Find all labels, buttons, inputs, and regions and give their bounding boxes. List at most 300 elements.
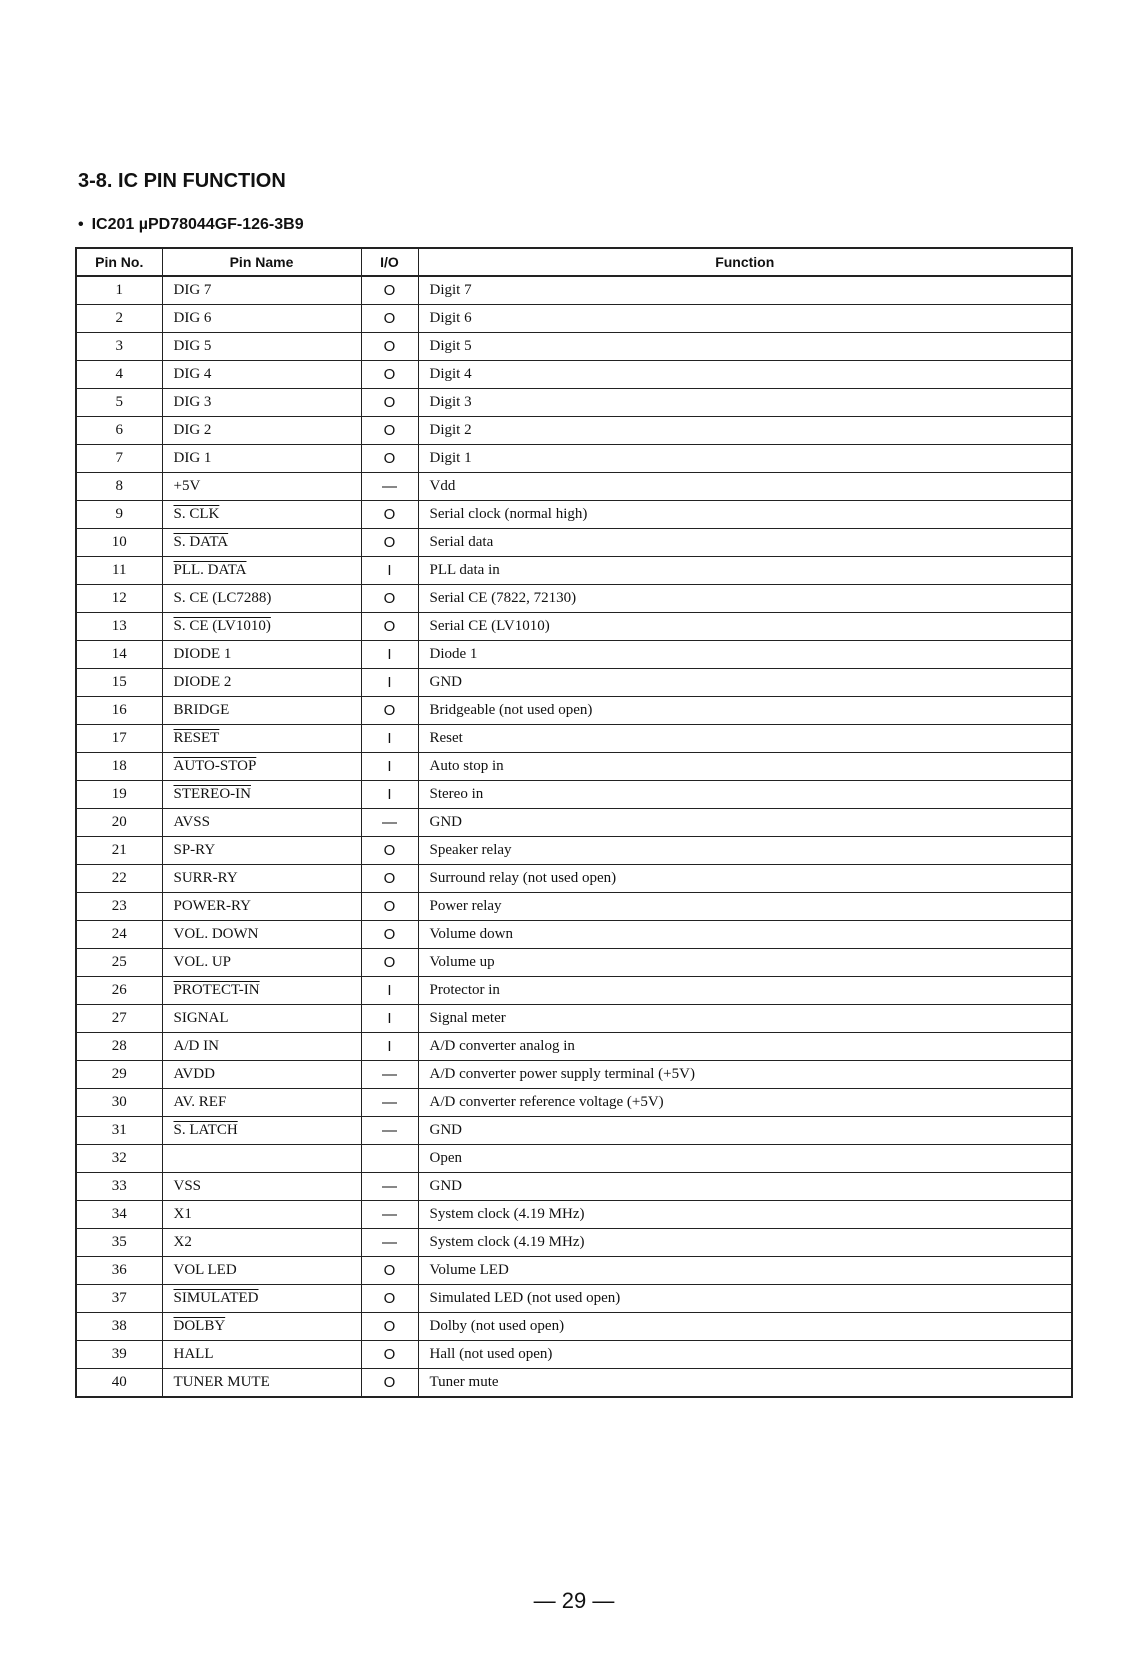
- pin-name-text: PLL. DATA: [173, 562, 247, 578]
- function-cell: [418, 305, 1072, 333]
- pin-number-cell: [76, 501, 162, 529]
- io-cell: [361, 977, 418, 1005]
- table-row: [76, 557, 1072, 585]
- function-cell: [418, 921, 1072, 949]
- pin-number-text: 26: [111, 982, 127, 998]
- pin-name-cell: [162, 1117, 361, 1145]
- function-cell: [418, 837, 1072, 865]
- pin-number-cell: [76, 1285, 162, 1313]
- function-text: GND: [429, 814, 462, 830]
- pin-number-text: 35: [111, 1234, 127, 1250]
- function-text: Serial CE (7822, 72130): [429, 590, 577, 606]
- io-text: I: [387, 562, 392, 579]
- io-text: O: [383, 450, 396, 467]
- pin-number-text: 32: [111, 1150, 127, 1166]
- table-row: [76, 1173, 1072, 1201]
- pin-number-text: 2: [115, 310, 123, 326]
- function-cell: [418, 1089, 1072, 1117]
- io-text: —: [382, 1206, 397, 1223]
- pin-name-cell: [162, 333, 361, 361]
- pin-name-cell: [162, 1145, 361, 1173]
- function-cell: [418, 557, 1072, 585]
- table-row: [76, 809, 1072, 837]
- function-text: Serial data: [429, 534, 494, 550]
- function-text: Hall (not used open): [429, 1346, 553, 1362]
- pin-name-cell: [162, 473, 361, 501]
- pin-number-cell: [76, 305, 162, 333]
- function-cell: [418, 1285, 1072, 1313]
- pin-name-cell: [162, 276, 361, 305]
- pin-name-text: VOL. UP: [173, 954, 232, 970]
- io-text: O: [383, 1346, 396, 1363]
- io-text: I: [387, 730, 392, 747]
- pin-number-cell: [76, 276, 162, 305]
- pin-number-text: 1: [115, 282, 123, 298]
- io-cell: [361, 361, 418, 389]
- table-row: [76, 725, 1072, 753]
- io-text: O: [383, 1318, 396, 1335]
- function-text: A/D converter power supply terminal (+5V): [429, 1066, 695, 1082]
- function-text: Tuner mute: [429, 1374, 499, 1390]
- pin-number-text: 30: [111, 1094, 127, 1110]
- table-row: [76, 921, 1072, 949]
- pin-name-text: A/D IN: [173, 1038, 219, 1054]
- io-cell: [361, 1061, 418, 1089]
- table-row: [76, 529, 1072, 557]
- io-cell: [361, 837, 418, 865]
- table-row: [76, 837, 1072, 865]
- io-cell: [361, 809, 418, 837]
- function-cell: [418, 473, 1072, 501]
- pin-name-text: DIG 6: [173, 310, 212, 326]
- io-cell: [361, 305, 418, 333]
- io-cell: [361, 725, 418, 753]
- function-cell: [418, 389, 1072, 417]
- pin-name-cell: [162, 1061, 361, 1089]
- io-cell: [361, 613, 418, 641]
- io-cell: [361, 557, 418, 585]
- io-text: O: [383, 534, 396, 551]
- pin-number-cell: [76, 1117, 162, 1145]
- io-text: I: [387, 674, 392, 691]
- table-row: [76, 1201, 1072, 1229]
- pin-number-text: 38: [111, 1318, 127, 1334]
- col-header-function: Function: [418, 248, 1072, 276]
- pin-number-text: 6: [115, 422, 123, 438]
- ic-label: IC201 µPD78044GF-126-3B9: [91, 216, 304, 233]
- io-cell: [361, 529, 418, 557]
- function-cell: [418, 1229, 1072, 1257]
- pin-name-cell: [162, 305, 361, 333]
- table-row: [76, 389, 1072, 417]
- pin-name-text: AVDD: [173, 1066, 215, 1082]
- pin-number-cell: [76, 1005, 162, 1033]
- pin-name-text: DIG 3: [173, 394, 212, 410]
- pin-number-text: 31: [111, 1122, 127, 1138]
- pin-number-cell: [76, 445, 162, 473]
- pin-name-text: POWER-RY: [173, 898, 252, 914]
- pin-name-cell: [162, 865, 361, 893]
- io-cell: [361, 445, 418, 473]
- pin-name-cell: [162, 1313, 361, 1341]
- io-cell: [361, 893, 418, 921]
- table-row: [76, 753, 1072, 781]
- function-cell: [418, 1369, 1072, 1398]
- pin-name-cell: [162, 1257, 361, 1285]
- io-cell: [361, 781, 418, 809]
- pin-number-cell: [76, 893, 162, 921]
- pin-name-text: DIG 1: [173, 450, 212, 466]
- table-row: [76, 417, 1072, 445]
- pin-name-text: S. CLK: [173, 506, 220, 522]
- function-text: Digit 5: [429, 338, 472, 354]
- pin-number-cell: [76, 641, 162, 669]
- table-row: [76, 333, 1072, 361]
- pin-number-text: 12: [111, 590, 127, 606]
- function-text: A/D converter reference voltage (+5V): [429, 1094, 664, 1110]
- pin-number-cell: [76, 333, 162, 361]
- pin-name-cell: [162, 1089, 361, 1117]
- pin-name-text: S. CE (LV1010): [173, 618, 271, 634]
- pin-number-text: 18: [111, 758, 127, 774]
- pin-name-text: RESET: [173, 730, 220, 746]
- pin-name-text: DIG 7: [173, 282, 212, 298]
- table-row: [76, 1285, 1072, 1313]
- pin-name-text: DOLBY: [173, 1318, 226, 1334]
- pin-number-text: 24: [111, 926, 127, 942]
- function-text: Digit 4: [429, 366, 472, 382]
- pin-number-text: 15: [111, 674, 127, 690]
- pin-number-text: 33: [111, 1178, 127, 1194]
- function-text: Digit 7: [429, 282, 472, 298]
- function-text: Surround relay (not used open): [429, 870, 617, 886]
- table-row: [76, 1313, 1072, 1341]
- pin-number-text: 25: [111, 954, 127, 970]
- pin-name-text: STEREO-IN: [173, 786, 251, 802]
- pin-number-cell: [76, 837, 162, 865]
- pin-number-text: 5: [115, 394, 123, 410]
- pin-name-cell: [162, 977, 361, 1005]
- io-text: O: [383, 702, 396, 719]
- pin-number-cell: [76, 725, 162, 753]
- pin-number-cell: [76, 585, 162, 613]
- io-cell: [361, 389, 418, 417]
- table-row: [76, 613, 1072, 641]
- io-text: —: [382, 814, 397, 831]
- function-text: Digit 3: [429, 394, 472, 410]
- pin-name-text: AV. REF: [173, 1094, 227, 1110]
- pin-name-cell: [162, 1341, 361, 1369]
- function-cell: [418, 641, 1072, 669]
- pin-number-text: 8: [115, 478, 123, 494]
- io-cell: [361, 473, 418, 501]
- function-cell: [418, 1341, 1072, 1369]
- pin-name-cell: [162, 361, 361, 389]
- io-text: I: [387, 646, 392, 663]
- pin-number-cell: [76, 697, 162, 725]
- function-text: GND: [429, 1178, 462, 1194]
- table-row: [76, 781, 1072, 809]
- col-header-io: I/O: [361, 248, 418, 276]
- function-text: Serial CE (LV1010): [429, 618, 550, 634]
- pin-number-text: 13: [111, 618, 127, 634]
- pin-name-cell: [162, 697, 361, 725]
- pin-number-text: 37: [111, 1290, 127, 1306]
- pin-number-cell: [76, 865, 162, 893]
- io-text: I: [387, 1010, 392, 1027]
- pin-name-cell: [162, 1005, 361, 1033]
- function-cell: [418, 809, 1072, 837]
- pin-number-text: 16: [111, 702, 127, 718]
- pin-name-text: X2: [173, 1234, 192, 1250]
- io-text: —: [382, 1178, 397, 1195]
- io-cell: [361, 1341, 418, 1369]
- pin-name-text: HALL: [173, 1346, 214, 1362]
- function-text: Digit 1: [429, 450, 472, 466]
- table-row: [76, 361, 1072, 389]
- table-row: [76, 949, 1072, 977]
- pin-number-cell: [76, 669, 162, 697]
- io-cell: [361, 1089, 418, 1117]
- io-text: O: [383, 842, 396, 859]
- pin-number-text: 10: [111, 534, 127, 550]
- table-row: [76, 1089, 1072, 1117]
- pin-name-cell: [162, 837, 361, 865]
- function-cell: [418, 1145, 1072, 1173]
- function-text: Volume down: [429, 926, 513, 942]
- pin-number-text: 40: [111, 1374, 127, 1390]
- function-cell: [418, 1173, 1072, 1201]
- pin-name-text: SURR-RY: [173, 870, 238, 886]
- function-cell: [418, 893, 1072, 921]
- pin-number-text: 11: [112, 562, 127, 578]
- pin-number-cell: [76, 417, 162, 445]
- io-cell: [361, 1033, 418, 1061]
- pin-name-text: TUNER MUTE: [173, 1374, 270, 1390]
- function-text: Open: [429, 1150, 462, 1166]
- io-cell: [361, 417, 418, 445]
- pin-name-text: S. CE (LC7288): [173, 590, 272, 606]
- pin-name-text: S. DATA: [173, 534, 229, 550]
- pin-name-text: SIMULATED: [173, 1290, 259, 1306]
- table-row: [76, 1369, 1072, 1398]
- pin-number-cell: [76, 781, 162, 809]
- function-cell: [418, 753, 1072, 781]
- io-cell: [361, 1005, 418, 1033]
- function-text: System clock (4.19 MHz): [429, 1206, 585, 1222]
- table-row: [76, 1117, 1072, 1145]
- table-row: [76, 1033, 1072, 1061]
- pin-name-text: AUTO-STOP: [173, 758, 257, 774]
- pin-number-cell: [76, 753, 162, 781]
- pin-name-text: VSS: [173, 1178, 202, 1194]
- pin-number-text: 28: [111, 1038, 127, 1054]
- pin-name-cell: [162, 641, 361, 669]
- pin-number-text: 22: [111, 870, 127, 886]
- table-row: [76, 1229, 1072, 1257]
- function-cell: [418, 725, 1072, 753]
- function-text: Signal meter: [429, 1010, 506, 1026]
- pin-name-text: SIGNAL: [173, 1010, 229, 1026]
- pin-number-cell: [76, 361, 162, 389]
- table-row: [76, 641, 1072, 669]
- table-body: [76, 276, 1072, 1397]
- pin-name-cell: [162, 501, 361, 529]
- io-cell: [361, 865, 418, 893]
- pin-number-cell: [76, 1201, 162, 1229]
- function-text: PLL data in: [429, 562, 500, 578]
- function-text: Stereo in: [429, 786, 484, 802]
- pin-number-cell: [76, 949, 162, 977]
- pin-number-text: 19: [111, 786, 127, 802]
- pin-name-text: DIODE 1: [173, 646, 232, 662]
- io-cell: [361, 276, 418, 305]
- pin-number-cell: [76, 529, 162, 557]
- io-text: I: [387, 1038, 392, 1055]
- function-cell: [418, 501, 1072, 529]
- pin-name-cell: [162, 445, 361, 473]
- io-text: O: [383, 1262, 396, 1279]
- io-text: O: [383, 870, 396, 887]
- io-text: O: [383, 422, 396, 439]
- function-text: Bridgeable (not used open): [429, 702, 593, 718]
- pin-name-cell: [162, 669, 361, 697]
- table-row: [76, 305, 1072, 333]
- pin-number-text: 14: [111, 646, 127, 662]
- pin-number-cell: [76, 557, 162, 585]
- io-cell: [361, 697, 418, 725]
- table-row: [76, 1257, 1072, 1285]
- function-cell: [418, 417, 1072, 445]
- pin-number-cell: [76, 1229, 162, 1257]
- col-header-pin-no: Pin No.: [76, 248, 162, 276]
- io-cell: [361, 1257, 418, 1285]
- pin-name-text: S. LATCH: [173, 1122, 238, 1138]
- pin-number-text: 27: [111, 1010, 127, 1026]
- pin-name-text: SP-RY: [173, 842, 216, 858]
- pin-number-text: 17: [111, 730, 127, 746]
- pin-name-cell: [162, 1173, 361, 1201]
- function-cell: [418, 529, 1072, 557]
- io-cell: [361, 1117, 418, 1145]
- pin-number-cell: [76, 977, 162, 1005]
- table-row: [76, 865, 1072, 893]
- io-text: —: [382, 1122, 397, 1139]
- pin-number-text: 9: [115, 506, 123, 522]
- io-cell: [361, 669, 418, 697]
- pin-number-text: 7: [115, 450, 123, 466]
- pin-number-text: 29: [111, 1066, 127, 1082]
- function-cell: [418, 1201, 1072, 1229]
- pin-name-text: +5V: [173, 478, 201, 494]
- pin-number-text: 3: [115, 338, 123, 354]
- table-row: [76, 501, 1072, 529]
- function-cell: [418, 1033, 1072, 1061]
- pin-name-text: DIG 4: [173, 366, 212, 382]
- pin-name-text: BRIDGE: [173, 702, 230, 718]
- pin-name-text: DIG 2: [173, 422, 212, 438]
- pin-number-cell: [76, 921, 162, 949]
- pin-name-text: AVSS: [173, 814, 210, 830]
- pin-name-text: DIODE 2: [173, 674, 232, 690]
- function-cell: [418, 333, 1072, 361]
- io-text: I: [387, 982, 392, 999]
- io-text: O: [383, 366, 396, 383]
- pin-name-cell: [162, 1201, 361, 1229]
- pin-number-cell: [76, 1257, 162, 1285]
- io-cell: [361, 1145, 418, 1173]
- function-cell: [418, 949, 1072, 977]
- function-text: Digit 6: [429, 310, 472, 326]
- table-row: [76, 893, 1072, 921]
- table-row: [76, 1061, 1072, 1089]
- function-cell: [418, 1257, 1072, 1285]
- io-cell: [361, 949, 418, 977]
- bullet: •: [78, 216, 84, 233]
- function-text: System clock (4.19 MHz): [429, 1234, 585, 1250]
- pin-number-text: 39: [111, 1346, 127, 1362]
- pin-name-cell: [162, 417, 361, 445]
- io-text: O: [383, 954, 396, 971]
- pin-name-cell: [162, 1229, 361, 1257]
- function-cell: [418, 1061, 1072, 1089]
- io-text: I: [387, 786, 392, 803]
- pin-name-text: VOL LED: [173, 1262, 237, 1278]
- pin-name-cell: [162, 529, 361, 557]
- pin-number-cell: [76, 1313, 162, 1341]
- table-row: [76, 1341, 1072, 1369]
- pin-number-cell: [76, 1061, 162, 1089]
- table-row: [76, 669, 1072, 697]
- col-header-pin-name: Pin Name: [162, 248, 361, 276]
- io-text: O: [383, 310, 396, 327]
- pin-number-text: 20: [111, 814, 127, 830]
- io-text: —: [382, 478, 397, 495]
- pin-number-text: 36: [111, 1262, 127, 1278]
- io-cell: [361, 1173, 418, 1201]
- pin-name-text: VOL. DOWN: [173, 926, 259, 942]
- table-row: [76, 585, 1072, 613]
- pin-number-cell: [76, 809, 162, 837]
- io-cell: [361, 1201, 418, 1229]
- table-row: [76, 473, 1072, 501]
- ic-heading: [78, 216, 304, 234]
- pin-number-cell: [76, 613, 162, 641]
- io-cell: [361, 585, 418, 613]
- function-text: Volume up: [429, 954, 495, 970]
- pin-name-cell: [162, 893, 361, 921]
- io-cell: [361, 1285, 418, 1313]
- io-cell: [361, 753, 418, 781]
- pin-number-cell: [76, 1173, 162, 1201]
- io-cell: [361, 501, 418, 529]
- table-row: [76, 1005, 1072, 1033]
- table-row: [76, 697, 1072, 725]
- pin-name-text: PROTECT-IN: [173, 982, 260, 998]
- table-header-row: [76, 248, 1072, 276]
- io-cell: [361, 1313, 418, 1341]
- function-cell: [418, 1117, 1072, 1145]
- function-text: Protector in: [429, 982, 500, 998]
- pin-name-cell: [162, 557, 361, 585]
- io-text: O: [383, 590, 396, 607]
- pin-name-cell: [162, 585, 361, 613]
- function-text: Auto stop in: [429, 758, 504, 774]
- pin-name-cell: [162, 753, 361, 781]
- pin-name-text: DIG 5: [173, 338, 212, 354]
- function-cell: [418, 781, 1072, 809]
- pin-number-cell: [76, 1089, 162, 1117]
